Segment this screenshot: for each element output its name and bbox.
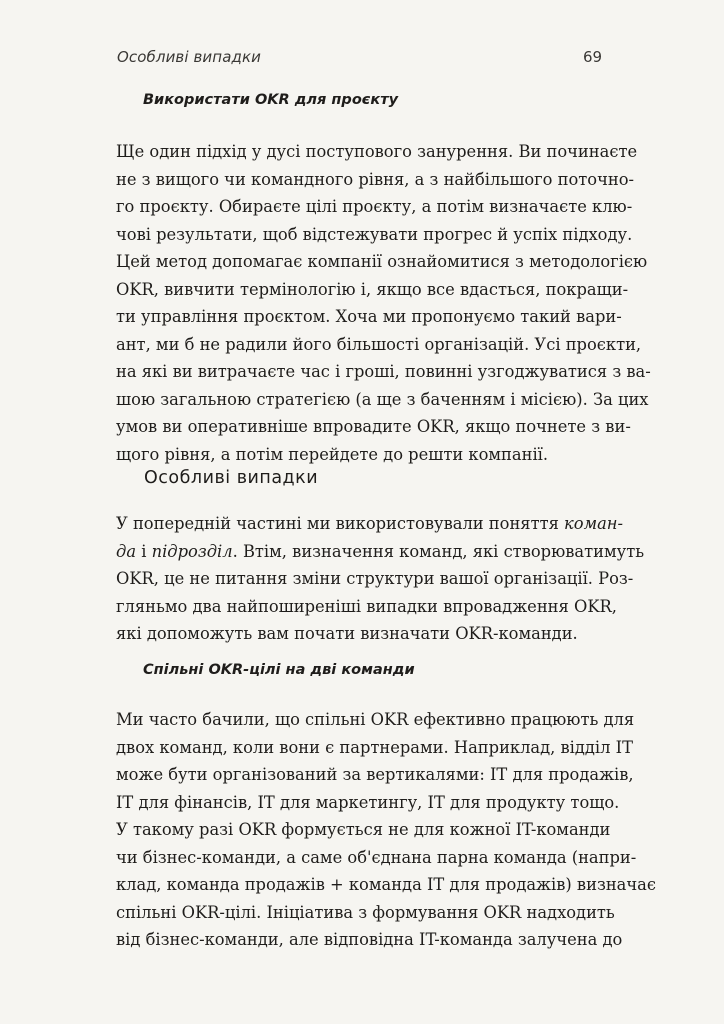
text-line: чові результати, щоб відстежувати прогрес й успіх підходу. [116, 224, 633, 244]
paragraph-project-okr [116, 138, 651, 468]
section-heading-special-cases: Особливі випадки [144, 468, 319, 488]
text-line: клад, команда продажів + команда IT для продажів) визначає [116, 875, 656, 894]
text-line: OKR, вивчити термінологію і, якщо все вдасться, покращи- [116, 279, 629, 299]
text-line: Ми часто бачили, що спільні OKR ефективно працюють для [116, 710, 635, 729]
text-line: щого рівня, а потім перейдете до решти компанії. [116, 444, 549, 464]
italic-term: да [116, 541, 137, 561]
subheading-shared-okr: Спільні OKR-цілі на дві команди [143, 662, 415, 678]
text-line: які допоможуть вам почати визначати OKR-команди. [116, 624, 578, 643]
text-line: на які ви витрачаєте час і гроші, повинні узгоджуватися з ва- [116, 362, 651, 381]
text-line: IT для фінансів, IT для маркетингу, IT для продукту тощо. [116, 792, 620, 812]
text-line: чи бізнес-команди, а саме об'єднана парна команда (напри- [116, 847, 637, 867]
text-line: У такому разі OKR формується не для кожної IT-команди [116, 820, 611, 839]
text-line [116, 538, 645, 566]
text-line: го проєкту. Обираєте цілі проєкту, а потім визначаєте клю- [116, 197, 633, 216]
text-run: і [136, 541, 152, 561]
text-line: ти управління проєктом. Хоча ми пропонуємо такий вари- [116, 307, 622, 326]
text-run: У попередній частині ми використовували поняття [116, 514, 565, 533]
italic-term: коман- [564, 514, 624, 533]
text-line: шою загальною стратегією (а ще з баченням і місією). За цих [116, 389, 649, 409]
text-line: спільні OKR-цілі. Ініціатива з формування OKR надходить [116, 902, 615, 922]
text-line: двох команд, коли вони є партнерами. Наприклад, відділ IT [116, 737, 633, 757]
text-line: від бізнес-команди, але відповідна IT-команда залучена до [116, 930, 623, 949]
text-line: гляньмо два найпоширеніші випадки впровадження OKR, [116, 596, 617, 616]
text-line: OKR, це не питання зміни структури вашої організації. Роз- [116, 569, 634, 588]
text-line: Ще один підхід у дусі поступового занурення. Ви починаєте [116, 142, 638, 161]
text-line [116, 510, 624, 538]
subheading-project-okr: Використати OKR для проєкту [143, 92, 399, 108]
text-line: ант, ми б не радили його більшості організацій. Усі проєкти, [116, 334, 642, 354]
text-line: умов ви оперативніше впровадите OKR, якщо почнете з ви- [116, 417, 631, 436]
paragraph-shared-okr [116, 706, 656, 954]
running-head: Особливі випадки [117, 48, 261, 66]
text-line: може бути організований за вертикалями: IT для продажів, [116, 765, 634, 784]
text-line: не з вищого чи командного рівня, а з найбільшого поточно- [116, 169, 635, 189]
text-line: Цей метод допомагає компанії ознайомитися з методологією [116, 252, 648, 271]
paragraph-special-cases [116, 510, 645, 648]
italic-term: підрозділ [151, 541, 233, 561]
text-run: . Втім, визначення команд, які створюватимуть [232, 541, 645, 561]
page-number: 69 [583, 48, 603, 66]
